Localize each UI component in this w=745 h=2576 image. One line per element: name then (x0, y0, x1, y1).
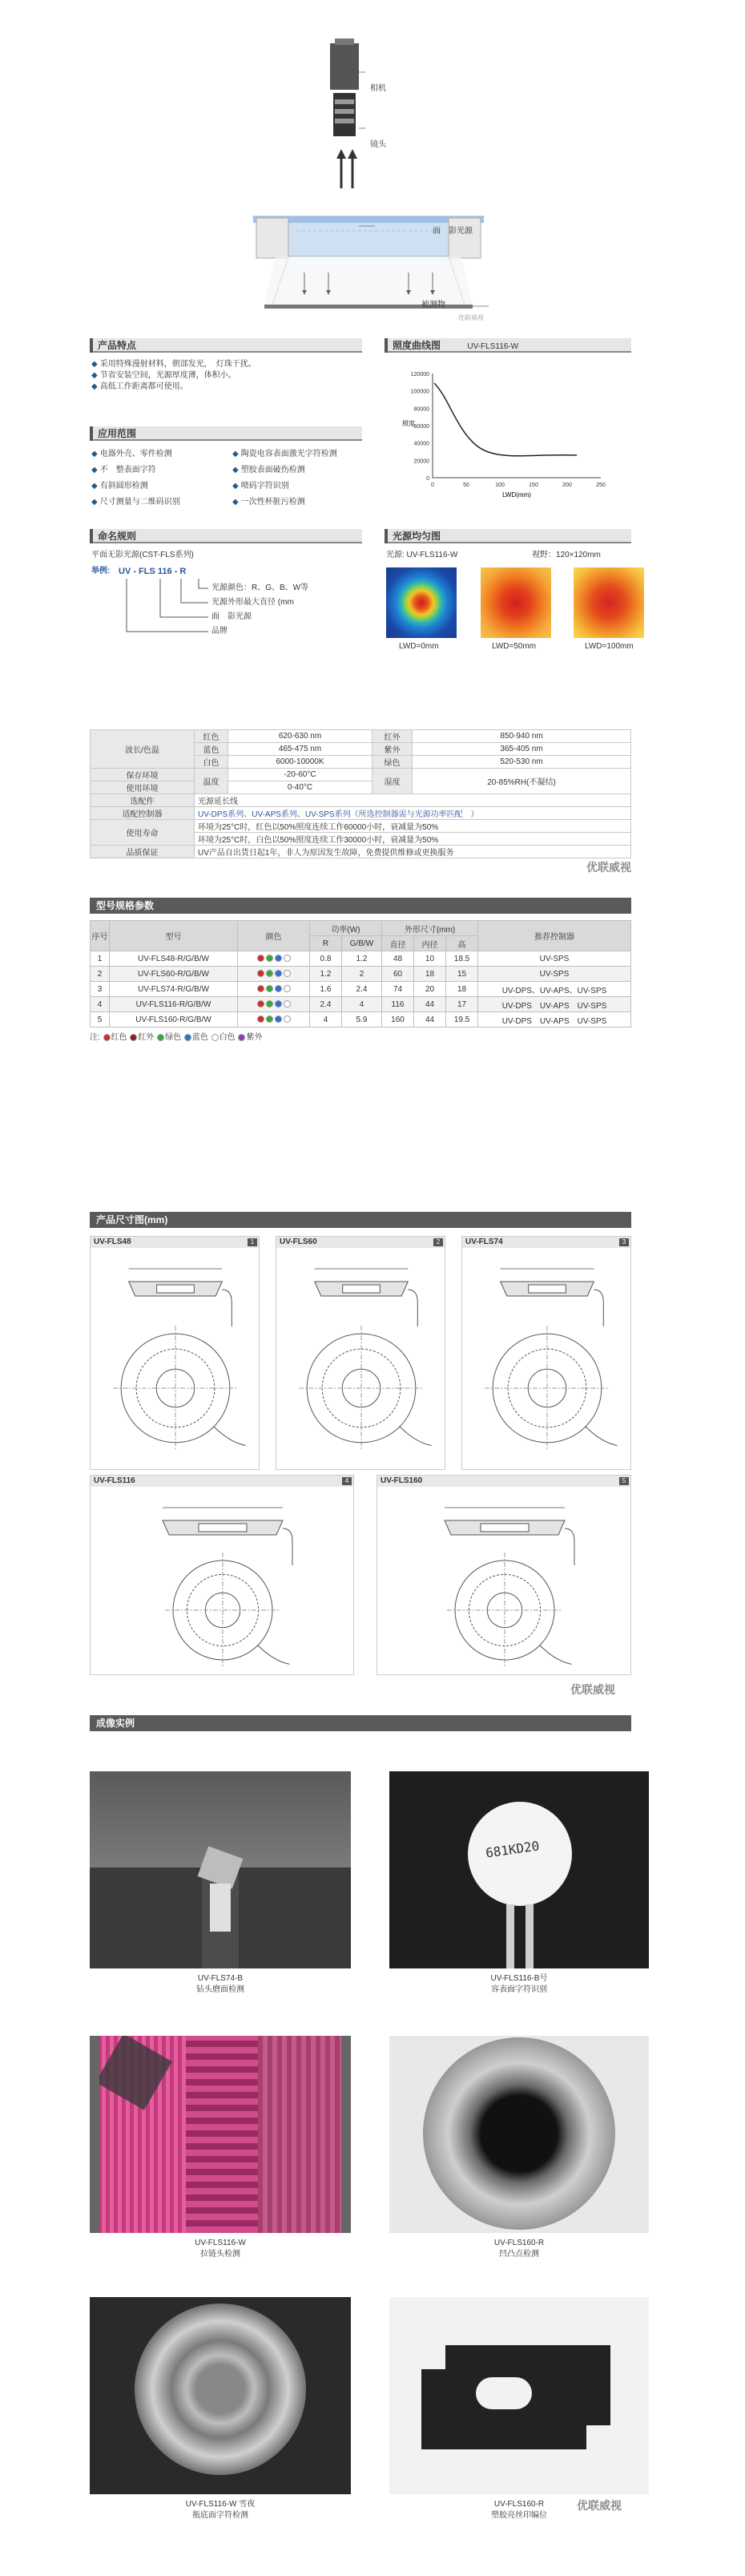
dim-svg (91, 1488, 355, 1676)
example-caption: UV-FLS160-R 凹凸点检测 (493, 2239, 545, 2259)
table-cell: 2.4 (310, 997, 342, 1012)
table-cell: 19.5 (446, 1012, 478, 1028)
table-cell: 17 (446, 997, 478, 1012)
x-tick-label: 100 (495, 482, 505, 488)
color-dot (266, 970, 273, 977)
watermark: 优联威视 (570, 1683, 615, 1696)
capacitor-marking: 681KD20 (485, 1838, 541, 1861)
table-cell: 44 (414, 997, 446, 1012)
table-cell (238, 951, 310, 967)
dim-svg (462, 1250, 632, 1471)
naming-note: 品牌 (211, 627, 228, 636)
table-row (91, 967, 631, 982)
table-cell: 160 (382, 1012, 414, 1028)
dim-title: UV-FLS116 (91, 1476, 353, 1487)
table-cell: 5 (91, 1012, 110, 1028)
naming-note: 光源外形最大直径 (mm (211, 598, 294, 607)
table-cell: 10 (414, 951, 446, 967)
spec-cell: UV-DPS系列、UV-APS系列、UV-SPS系列（所选控制器需与光源功率匹配 ） (195, 807, 631, 820)
x-axis-label: LWD(mm) (502, 491, 531, 499)
table-cell: 20 (414, 982, 446, 997)
table-cell: 1.2 (310, 967, 342, 982)
color-dot (275, 1015, 282, 1023)
spec-cell: 465-475 nm (228, 743, 372, 756)
dim-drawing-uv-fls74 (461, 1236, 631, 1470)
color-dot (284, 1000, 291, 1007)
curve-line (434, 383, 577, 456)
col-header: G/B/W (342, 936, 382, 951)
color-dot (266, 1000, 273, 1007)
spec-label: 保存环境 (91, 769, 195, 781)
examples-header: 成像实例 (90, 1715, 631, 1731)
spec-cell: 520-530 nm (413, 756, 631, 769)
color-dot (275, 955, 282, 962)
spec-cell: 湿度 (372, 769, 413, 794)
spec-label: 使用寿命 (91, 820, 195, 846)
table-cell: UV-DPS UV-APS UV-SPS (478, 997, 631, 1012)
table-cell: 2 (91, 967, 110, 982)
col-header: 直径 (382, 936, 414, 951)
color-dot (284, 1015, 291, 1023)
dim-drawing-uv-fls116 (90, 1475, 354, 1675)
list-item: ◆ 电器外壳、零件检测 (91, 450, 172, 458)
dim-number: 3 (619, 1238, 629, 1246)
color-legend: 注: 红色 红外 绿色 蓝色 白色 紫外 (90, 1033, 263, 1042)
table-cell: 3 (91, 982, 110, 997)
table-cell: 1.2 (342, 951, 382, 967)
list-item: ◆ 塑胶表面破伤检测 (232, 466, 305, 474)
col-header: 序号 (91, 921, 110, 951)
setup-diagram (240, 16, 497, 317)
models-table (90, 920, 631, 1044)
color-dot (257, 1015, 264, 1023)
table-cell: 18 (446, 982, 478, 997)
spec-cell: 紫外 (372, 743, 413, 756)
y-tick-label: 80000 (413, 406, 429, 413)
curve-title: 照度曲线图 (393, 340, 441, 351)
color-dot (275, 970, 282, 977)
table-cell: UV-DPS UV-APS UV-SPS (478, 1012, 631, 1028)
naming-header: 命名规则 (90, 529, 362, 543)
table-cell: 4 (342, 997, 382, 1012)
heatmap-2 (574, 567, 644, 638)
dim-title: UV-FLS60 (276, 1237, 445, 1248)
spec-table (90, 729, 631, 858)
example-caption: UV-FLS160-R 塑胶亮丝印编位 (491, 2500, 547, 2520)
table-row (91, 997, 631, 1012)
list-item: ◆ 有斜圆形检测 (91, 482, 148, 491)
spec-cell: 620-630 nm (228, 730, 372, 743)
dim-drawing-uv-fls160 (377, 1475, 631, 1675)
dim-number: 4 (342, 1477, 352, 1485)
spec-cell: 环境为25°C时，白色以50%照度连续工作30000小时，衰减量为50% (195, 833, 631, 846)
dims-header: 产品尺寸图(mm) (90, 1212, 631, 1228)
uniformity-header: 光源均匀图 (385, 529, 631, 543)
table-cell: 1.6 (310, 982, 342, 997)
heatmap-caption: LWD=0mm (399, 642, 439, 651)
table-cell (238, 982, 310, 997)
table-cell: UV-FLS160-R/G/B/W (110, 1012, 238, 1028)
example-caption: UV-FLS116-B号 容表面字符识别 (490, 1974, 548, 1994)
dim-title: UV-FLS74 (462, 1237, 630, 1248)
table-cell (238, 997, 310, 1012)
table-cell: 2.4 (342, 982, 382, 997)
color-dot (275, 1000, 282, 1007)
applications-header: 应用范围 (90, 426, 362, 441)
col-header: 型号 (110, 921, 238, 951)
color-dot (257, 985, 264, 992)
spec-label: 选配件 (91, 794, 195, 807)
table-cell: 48 (382, 951, 414, 967)
table-cell: 60 (382, 967, 414, 982)
y-tick-label: 0 (426, 476, 429, 482)
dim-title: UV-FLS48 (91, 1237, 259, 1248)
col-header: 外形尺寸(mm) (382, 921, 478, 936)
table-row (91, 951, 631, 967)
features-list (91, 359, 256, 393)
spec-cell: 850-940 nm (413, 730, 631, 743)
table-cell: UV-DPS、UV-APS、UV-SPS (478, 982, 631, 997)
x-tick-label: 200 (562, 482, 572, 488)
table-cell: UV-FLS116-R/G/B/W (110, 997, 238, 1012)
table-cell: 44 (414, 1012, 446, 1028)
table-cell: 4 (91, 997, 110, 1012)
table-cell: UV-FLS60-R/G/B/W (110, 967, 238, 982)
naming-example: UV - FLS 116 - R (119, 567, 187, 576)
example-caption: UV-FLS116-W 拉链头检测 (195, 2239, 246, 2259)
spec-cell: 温度 (195, 769, 228, 794)
table-row (91, 1012, 631, 1028)
heatmap-caption: LWD=50mm (492, 642, 537, 651)
example-photo-drill (90, 1771, 351, 1968)
spec-cell: 0-40°C (228, 781, 372, 794)
table-cell: UV-FLS74-R/G/B/W (110, 982, 238, 997)
table-cell: 4 (310, 1012, 342, 1028)
curve-header (385, 338, 631, 353)
naming-lines (120, 577, 208, 657)
dim-number: 5 (619, 1477, 629, 1485)
example-photo-bottle (90, 2297, 351, 2494)
spec-label: 适配控制器 (91, 807, 195, 820)
spec-cell: 6000-10000K (228, 756, 372, 769)
spec-cell: 光源延长线 (195, 794, 631, 807)
table-cell (238, 967, 310, 982)
watermark: 优联威视 (458, 314, 484, 321)
list-item: ◆ 节省安装空间，光源厚度薄，体积小。 (91, 371, 236, 380)
color-dot (284, 970, 291, 977)
y-tick-label: 40000 (413, 441, 429, 447)
color-dot (266, 985, 273, 992)
table-cell: 2 (342, 967, 382, 982)
col-header: 颜色 (238, 921, 310, 951)
color-dot (266, 955, 273, 962)
y-tick-label: 100000 (410, 389, 429, 395)
dim-drawing-uv-fls60 (276, 1236, 445, 1470)
table-cell: 18 (414, 967, 446, 982)
col-header: 推荐控制器 (478, 921, 631, 951)
spec-cell: 365-405 nm (413, 743, 631, 756)
list-item: ◆ 尺寸测量与二维码识别 (91, 498, 180, 507)
features-header: 产品特点 (90, 338, 362, 353)
watermark: 优联威视 (586, 861, 631, 874)
dim-title: UV-FLS160 (377, 1476, 630, 1487)
naming-note: 面 影光源 (211, 612, 252, 621)
list-item: ◆ 一次性杯脏污检测 (232, 498, 305, 507)
table-cell: 5.9 (342, 1012, 382, 1028)
table-cell: 18.5 (446, 951, 478, 967)
dim-number: 2 (433, 1238, 443, 1246)
spec-cell: 红外 (372, 730, 413, 743)
dim-svg (377, 1488, 632, 1676)
color-dot (266, 1015, 273, 1023)
y-tick-label: 60000 (413, 424, 429, 430)
heatmap-0 (386, 567, 457, 638)
heatmap-1 (481, 567, 551, 638)
table-cell: UV-FLS48-R/G/B/W (110, 951, 238, 967)
color-dot (257, 955, 264, 962)
spec-cell: 环境为25°C时，红色以50%照度连续工作60000小时，衰减量为50% (195, 820, 631, 833)
x-tick-label: 150 (529, 482, 538, 488)
table-row (91, 982, 631, 997)
spec-label: 波长/色温 (91, 730, 195, 769)
list-item: ◆ 喷码字符识别 (232, 482, 289, 491)
spec-cell: -20-60°C (228, 769, 372, 781)
col-header: R (310, 936, 342, 951)
example-caption: UV-FLS116-W 雪夜 瓶底面字符检测 (185, 2500, 256, 2520)
list-item: ◆ 陶瓷电容表面激光字符检测 (232, 450, 337, 458)
dim-drawing-uv-fls48 (90, 1236, 260, 1470)
example-caption: UV-FLS74-B 钻头磨面检测 (196, 1974, 244, 1994)
table-cell (238, 1012, 310, 1028)
table-cell: 116 (382, 997, 414, 1012)
heatmap-caption: LWD=100mm (585, 642, 634, 651)
color-dot (257, 1000, 264, 1007)
models-header: 型号规格参数 (90, 898, 631, 914)
curve-model: UV-FLS116-W (467, 342, 519, 351)
dim-svg (91, 1250, 260, 1471)
watermark: 优联威视 (577, 2499, 622, 2512)
naming-series: 平面无影光源(CST-FLS系列) (91, 551, 194, 559)
object-label: 被测物 (421, 301, 445, 309)
spec-cell: 蓝色 (195, 743, 228, 756)
x-tick-label: 250 (596, 482, 606, 488)
color-dot (284, 955, 291, 962)
table-cell: 15 (446, 967, 478, 982)
curve-chart (385, 357, 625, 503)
spec-cell: UV产品自出货日起1年，非人为原因发生故障，免费提供维修或更换服务 (195, 846, 631, 858)
color-dot (257, 970, 264, 977)
table-cell: UV-SPS (478, 951, 631, 967)
light-label: 面 影光源 (433, 227, 473, 236)
spec-cell: 红色 (195, 730, 228, 743)
lens-label: 镜头 (370, 140, 386, 149)
col-header: 高 (446, 936, 478, 951)
table-cell: 0.8 (310, 951, 342, 967)
example-photo-ring (389, 2036, 649, 2233)
top-diagram (240, 16, 497, 321)
naming-note: 光源颜色：R、G、B、W等 (211, 583, 309, 592)
uniformity-fov: 视野：120×120mm (532, 551, 601, 559)
y-axis-label: 照度 (402, 420, 415, 427)
example-photo-plastic (389, 2297, 649, 2494)
spec-label: 使用环境 (91, 781, 195, 794)
spec-cell: 绿色 (372, 756, 413, 769)
example-photo-capacitor (389, 1771, 649, 1968)
table-cell: UV-SPS (478, 967, 631, 982)
x-tick-label: 0 (431, 482, 434, 488)
color-dot (275, 985, 282, 992)
dim-number: 1 (248, 1238, 257, 1246)
spec-cell: 白色 (195, 756, 228, 769)
list-item: ◆ 不 整表面字符 (91, 466, 156, 474)
uniformity-model: 光源: UV-FLS116-W (386, 551, 458, 559)
col-header: 功率(W) (310, 921, 382, 936)
dim-svg (276, 1250, 446, 1471)
col-header: 内径 (414, 936, 446, 951)
illumination-curve (385, 357, 625, 503)
spec-label: 品质保证 (91, 846, 195, 858)
color-dot (284, 985, 291, 992)
naming-example-prefix: 举例: (91, 567, 111, 575)
y-tick-label: 20000 (413, 458, 429, 465)
x-tick-label: 50 (463, 482, 469, 488)
spec-cell: 20-85%RH(不凝结) (413, 769, 631, 794)
list-item: ◆ 高低工作距离都可使用。 (91, 382, 188, 391)
table-cell: 74 (382, 982, 414, 997)
y-tick-label: 120000 (410, 372, 429, 378)
table-cell: 1 (91, 951, 110, 967)
camera-label: 相机 (370, 84, 386, 93)
example-photo-zipper (90, 2036, 351, 2233)
list-item: ◆ 采用特殊漫射材料，朝部发光， 灯珠干扰。 (91, 360, 256, 369)
